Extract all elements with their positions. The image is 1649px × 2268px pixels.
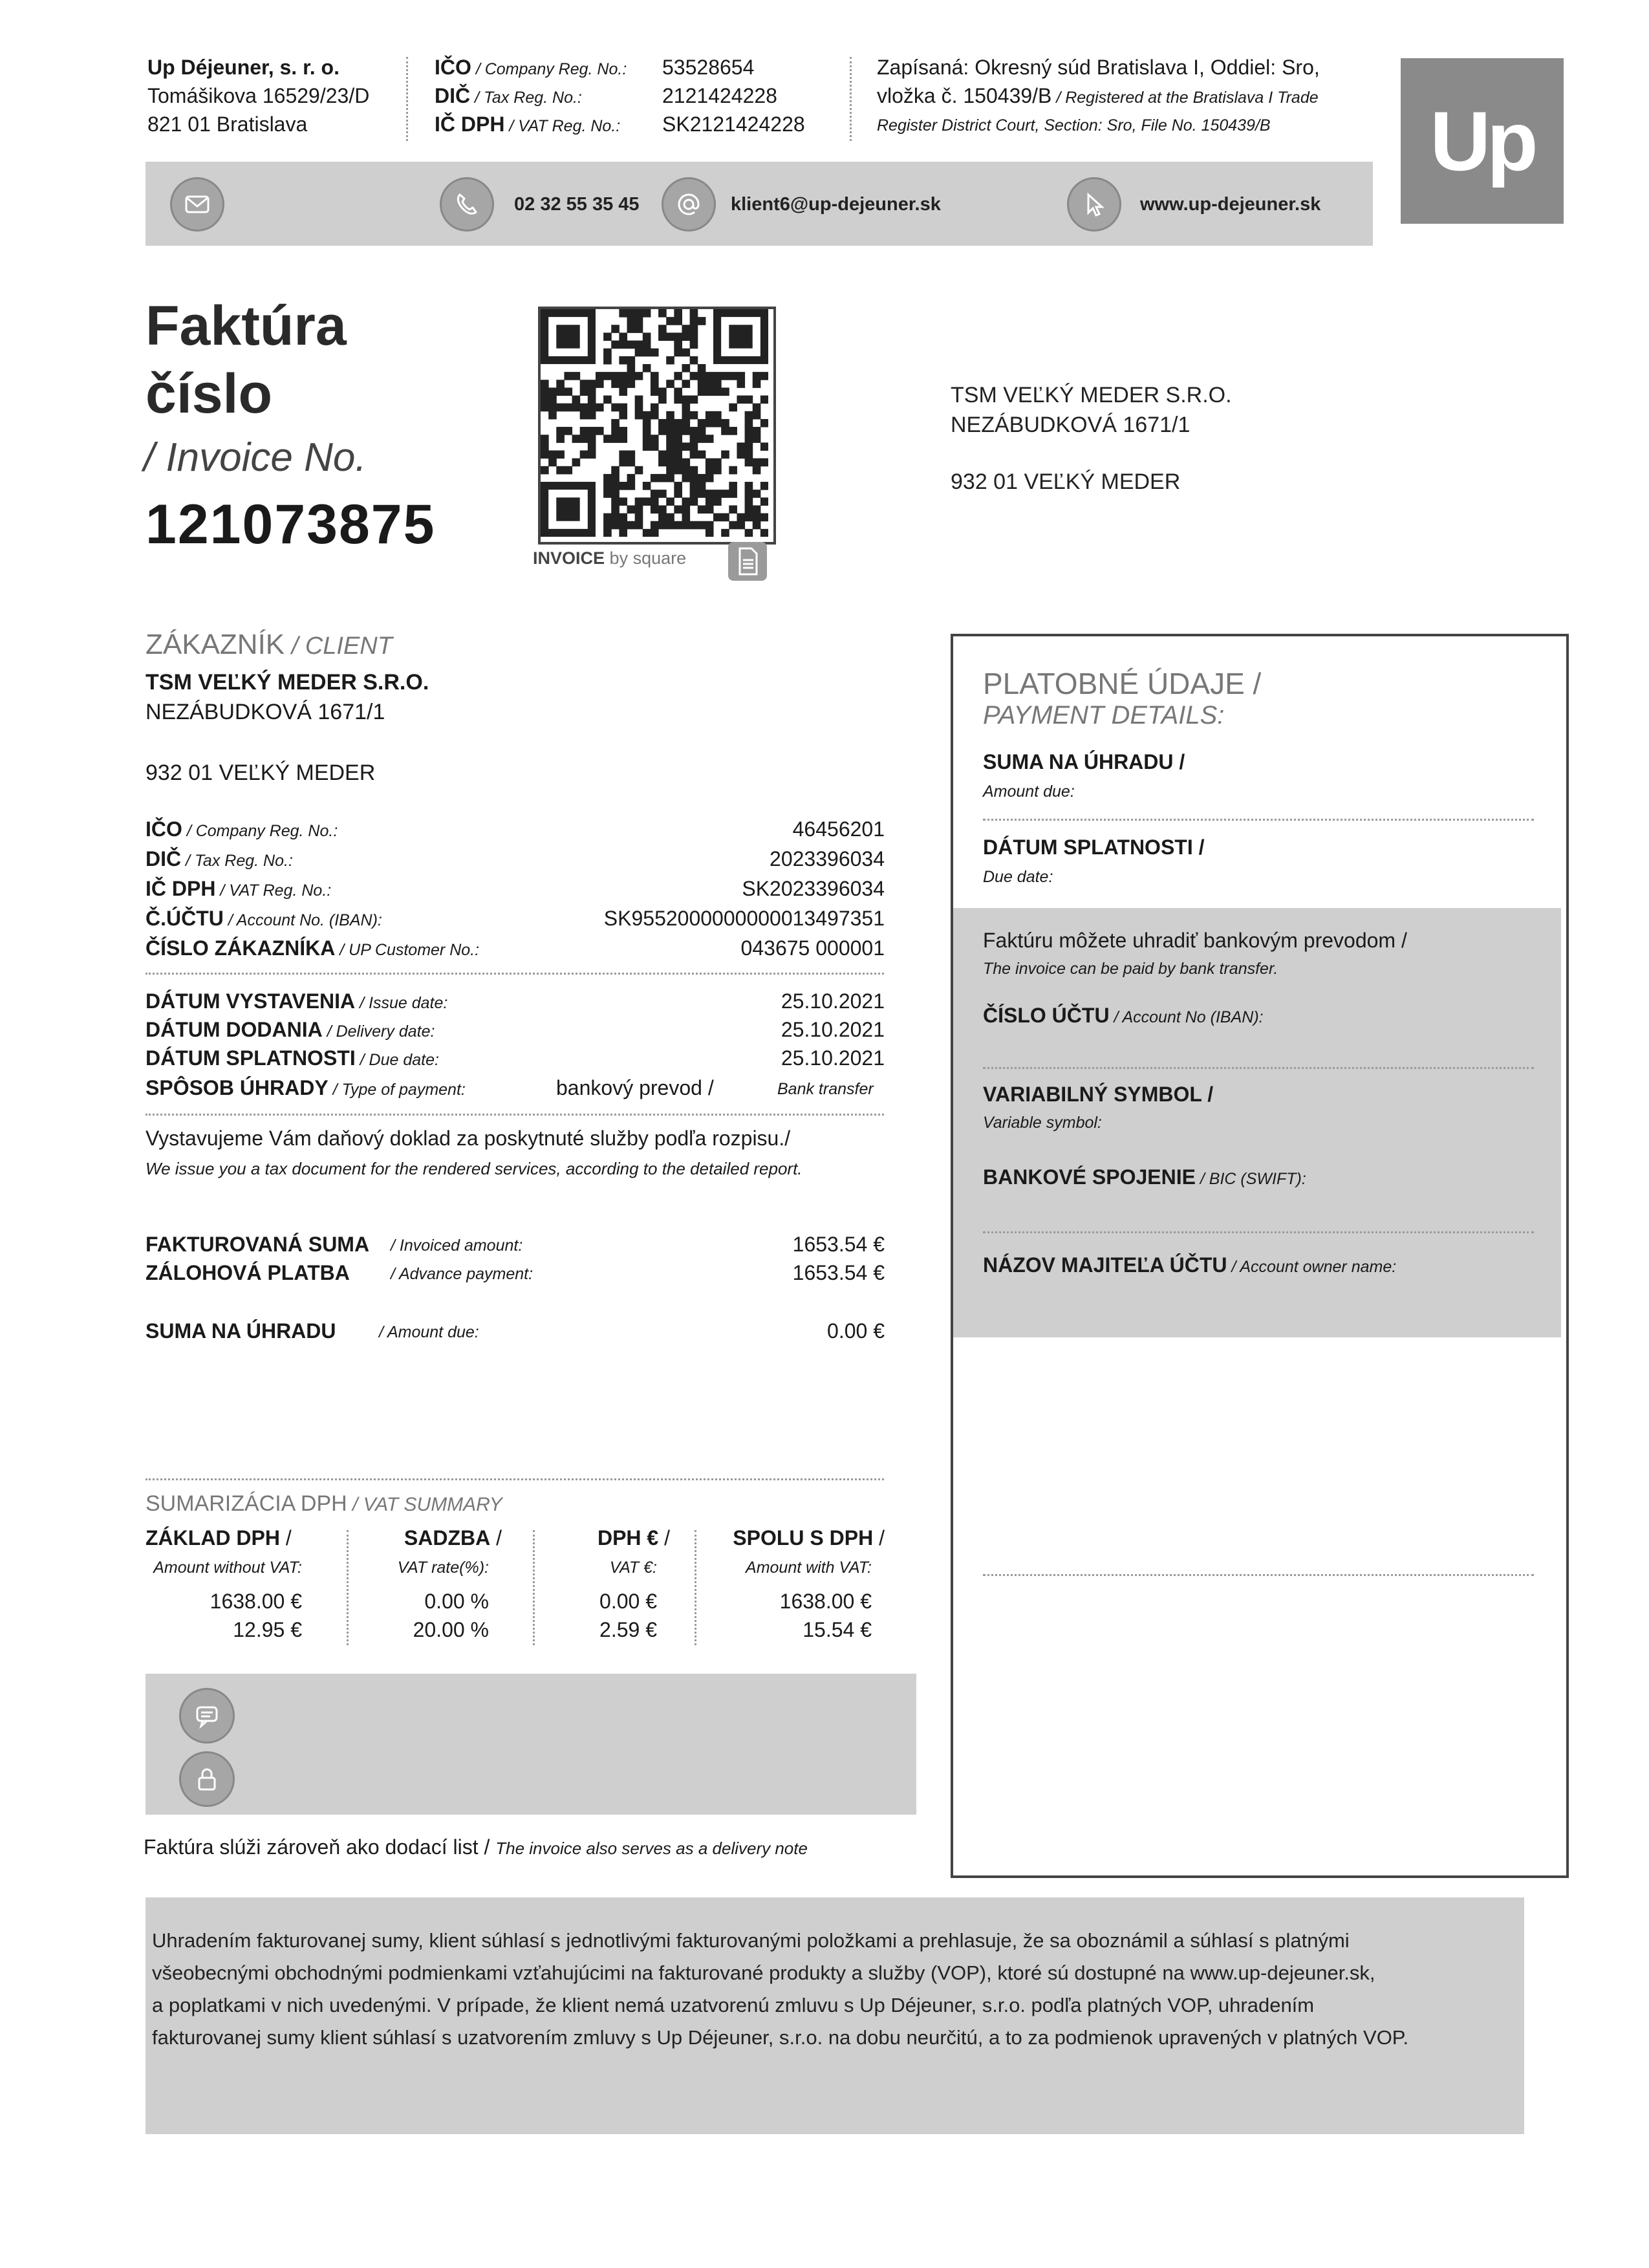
vat-column-sub: Amount without VAT: bbox=[153, 1559, 302, 1577]
statement-en: We issue you a tax document for the rendered services, according to the detailed report. bbox=[146, 1159, 803, 1178]
pd-amount-due-sub: Amount due: bbox=[983, 783, 1075, 801]
qr-code bbox=[538, 307, 776, 545]
client-id-value: SK9552000000000013497351 bbox=[603, 907, 885, 930]
client-city: 932 01 VEĽKÝ MEDER bbox=[146, 761, 376, 785]
qr-code-pattern bbox=[541, 309, 768, 537]
terms-panel bbox=[146, 1897, 1524, 2134]
client-id-label: ČÍSLO ZÁKAZNÍKA / UP Customer No.: bbox=[146, 936, 480, 960]
payment-details-heading: PLATOBNÉ ÚDAJE / bbox=[983, 667, 1262, 700]
client-date-label: DÁTUM VYSTAVENIA / Issue date: bbox=[146, 989, 448, 1013]
amount-value: 1653.54 € bbox=[792, 1233, 885, 1256]
terms-line: všeobecnými obchodnými podmienkami vzťahujúcimi na fakturované produkty a služby (VOP), ktoré sú dostupné na www.up-dejeuner.sk, bbox=[152, 1961, 1375, 1984]
amount-due-value: 0.00 € bbox=[827, 1319, 885, 1343]
pd-vs-sub: Variable symbol: bbox=[983, 1114, 1102, 1132]
pd-vs-label: VARIABILNÝ SYMBOL / bbox=[983, 1083, 1214, 1106]
company-registry: Zapísaná: Okresný súd Bratislava I, Oddiel: Sro, bbox=[877, 56, 1320, 79]
invoice-title: Faktúra bbox=[146, 295, 347, 357]
company-ico-label: IČO / Company Reg. No.: bbox=[435, 56, 627, 79]
pd-due-date-label: DÁTUM SPLATNOSTI / bbox=[983, 836, 1205, 859]
client-date-label: DÁTUM DODANIA / Delivery date: bbox=[146, 1018, 435, 1041]
company-dic-label: DIČ / Tax Reg. No.: bbox=[435, 84, 582, 107]
amount-sub: / Invoiced amount: bbox=[391, 1237, 523, 1255]
vat-cell: 20.00 % bbox=[413, 1618, 489, 1641]
vat-column-sub: VAT rate(%): bbox=[397, 1559, 489, 1577]
payment-details-box bbox=[951, 634, 1569, 1878]
company-dic: 2121424228 bbox=[662, 84, 777, 107]
qr-finder-pattern bbox=[729, 325, 752, 348]
company-street: Tomášikova 16529/23/D bbox=[147, 84, 370, 107]
contact-bar bbox=[146, 162, 1373, 246]
vat-cell: 0.00 € bbox=[599, 1590, 657, 1613]
vat-column-header: SPOLU S DPH / bbox=[733, 1526, 885, 1550]
recipient-city: 932 01 VEĽKÝ MEDER bbox=[951, 470, 1181, 494]
vat-heading: SUMARIZÁCIA DPH / VAT SUMMARY bbox=[146, 1491, 502, 1516]
company-name: Up Déjeuner, s. r. o. bbox=[147, 56, 339, 79]
header-divider bbox=[406, 57, 408, 141]
up-logo: Up bbox=[1401, 58, 1564, 224]
header-divider bbox=[850, 57, 852, 141]
company-icdph: SK2121424228 bbox=[662, 113, 805, 136]
amount-label: ZÁLOHOVÁ PLATBA bbox=[146, 1261, 350, 1284]
chat-icon[interactable] bbox=[179, 1688, 235, 1744]
vat-column-sub: VAT €: bbox=[609, 1559, 657, 1577]
pd-amount-due-label: SUMA NA ÚHRADU / bbox=[983, 750, 1185, 773]
client-date-value: 25.10.2021 bbox=[781, 1046, 885, 1070]
recipient-name: TSM VEĽKÝ MEDER S.R.O. bbox=[951, 383, 1232, 407]
amount-due-row: SUMA NA ÚHRADU bbox=[146, 1319, 336, 1343]
vat-cell: 2.59 € bbox=[599, 1618, 657, 1641]
lock-icon[interactable] bbox=[179, 1751, 235, 1807]
client-id-value: 46456201 bbox=[792, 817, 885, 841]
company-city: 821 01 Bratislava bbox=[147, 113, 308, 136]
payment-type-en: Bank transfer bbox=[777, 1080, 874, 1098]
pd-account: ČÍSLO ÚČTU / Account No (IBAN): bbox=[983, 1004, 1264, 1027]
vat-cell: 1638.00 € bbox=[779, 1590, 872, 1613]
vat-column-header: DPH € / bbox=[597, 1526, 670, 1550]
vat-cell: 12.95 € bbox=[233, 1618, 302, 1641]
recipient-address bbox=[951, 380, 1232, 497]
terms-text bbox=[152, 1925, 1408, 2054]
client-date-value: 25.10.2021 bbox=[781, 989, 885, 1013]
amount-due-sub: / Amount due: bbox=[379, 1323, 479, 1341]
pd-transfer-sk: Faktúru môžete uhradiť bankovým prevodom / bbox=[983, 929, 1407, 952]
client-date-label: DÁTUM SPLATNOSTI / Due date: bbox=[146, 1046, 439, 1070]
invoice-number: 121073875 bbox=[146, 493, 436, 556]
invoice-title-en: / Invoice No. bbox=[144, 435, 367, 480]
company-registry: Register District Court, Section: Sro, File No. 150439/B bbox=[877, 116, 1271, 135]
client-name: TSM VEĽKÝ MEDER S.R.O. bbox=[146, 670, 429, 695]
payment-type: bankový prevod / bbox=[556, 1076, 714, 1099]
vat-cell: 1638.00 € bbox=[210, 1590, 302, 1613]
statement-sk: Vystavujeme Vám daňový doklad za poskytnuté služby podľa rozpisu./ bbox=[146, 1127, 791, 1150]
invoice-title: číslo bbox=[146, 363, 272, 425]
at-icon bbox=[662, 177, 716, 232]
client-id-label: IČ DPH / VAT Reg. No.: bbox=[146, 877, 332, 900]
payment-type-label: SPÔSOB ÚHRADY / Type of payment: bbox=[146, 1076, 466, 1099]
envelope-icon bbox=[170, 177, 224, 232]
client-id-value: 2023396034 bbox=[770, 847, 885, 870]
divider bbox=[983, 1231, 1534, 1233]
client-id-value: 043675 000001 bbox=[740, 936, 885, 960]
vat-column-header: SADZBA / bbox=[404, 1526, 502, 1550]
cursor-icon bbox=[1067, 177, 1121, 232]
company-icdph-label: IČ DPH / VAT Reg. No.: bbox=[435, 113, 621, 136]
email-link[interactable]: klient6@up-dejeuner.sk bbox=[731, 194, 941, 215]
client-id-label: DIČ / Tax Reg. No.: bbox=[146, 847, 293, 870]
vat-column-divider bbox=[695, 1530, 696, 1645]
web-link[interactable]: www.up-dejeuner.sk bbox=[1140, 194, 1321, 215]
delivery-note: Faktúra slúži zároveň ako dodací list / The invoice also serves as a delivery note bbox=[144, 1835, 808, 1859]
client-id-value: SK2023396034 bbox=[742, 877, 885, 900]
divider bbox=[983, 819, 1534, 821]
pd-transfer-en: The invoice can be paid by bank transfer. bbox=[983, 960, 1278, 978]
vat-column-sub: Amount with VAT: bbox=[746, 1559, 872, 1577]
vat-column-header: ZÁKLAD DPH / bbox=[146, 1526, 292, 1550]
action-panel bbox=[146, 1674, 916, 1815]
divider bbox=[146, 1478, 884, 1480]
divider bbox=[983, 1067, 1534, 1069]
terms-line: a poplatkami v nich uvedenými. V prípade, že klient nemá uzatvorenú zmluvu s Up Déjeuner, s.r.o. podľa platných VOP, uhradením bbox=[152, 1994, 1315, 2016]
divider bbox=[146, 1114, 884, 1116]
terms-line: Uhradením fakturovanej sumy, klient súhlasí s jednotlivými fakturovanými položkami a prehlasuje, že sa oboznámil a súhlasí s platnými bbox=[152, 1929, 1350, 1952]
bank-transfer-panel bbox=[953, 908, 1561, 1337]
pd-owner: NÁZOV MAJITEĽA ÚČTU / Account owner name: bbox=[983, 1253, 1397, 1277]
phone-link[interactable]: 02 32 55 35 45 bbox=[514, 194, 640, 215]
amount-value: 1653.54 € bbox=[792, 1261, 885, 1284]
pd-bank: BANKOVÉ SPOJENIE / BIC (SWIFT): bbox=[983, 1165, 1306, 1189]
company-ico: 53528654 bbox=[662, 56, 755, 79]
client-date-value: 25.10.2021 bbox=[781, 1018, 885, 1041]
client-id-label: IČO / Company Reg. No.: bbox=[146, 817, 338, 841]
divider bbox=[983, 1574, 1534, 1576]
qr-finder-pattern bbox=[556, 497, 579, 521]
client-street: NEZÁBUDKOVÁ 1671/1 bbox=[146, 700, 385, 724]
vat-column-divider bbox=[533, 1530, 535, 1645]
payment-details-heading-en: PAYMENT DETAILS: bbox=[983, 701, 1225, 729]
client-id-label: Č.ÚČTU / Account No. (IBAN): bbox=[146, 907, 382, 930]
vat-column-divider bbox=[347, 1530, 349, 1645]
qr-finder-pattern bbox=[556, 325, 579, 348]
terms-line: fakturovanej sumy klient súhlasí s uzatvorením zmluvy s Up Déjeuner, s.r.o. na dobu neurčitú, a to za podmienok upravených v platných VOP. bbox=[152, 2026, 1409, 2049]
document-icon bbox=[728, 542, 767, 581]
vat-cell: 0.00 % bbox=[424, 1590, 489, 1613]
divider bbox=[146, 973, 884, 975]
amount-label: FAKTUROVANÁ SUMA bbox=[146, 1233, 370, 1256]
pd-due-date-sub: Due date: bbox=[983, 868, 1053, 886]
amount-sub: / Advance payment: bbox=[391, 1265, 534, 1283]
qr-caption: INVOICE by square bbox=[533, 548, 687, 568]
client-heading: ZÁKAZNÍK / CLIENT bbox=[146, 629, 393, 660]
company-registry: vložka č. 150439/B / Registered at the Bratislava I Trade bbox=[877, 84, 1319, 107]
recipient-street: NEZÁBUDKOVÁ 1671/1 bbox=[951, 413, 1191, 437]
phone-icon bbox=[440, 177, 494, 232]
vat-cell: 15.54 € bbox=[803, 1618, 872, 1641]
